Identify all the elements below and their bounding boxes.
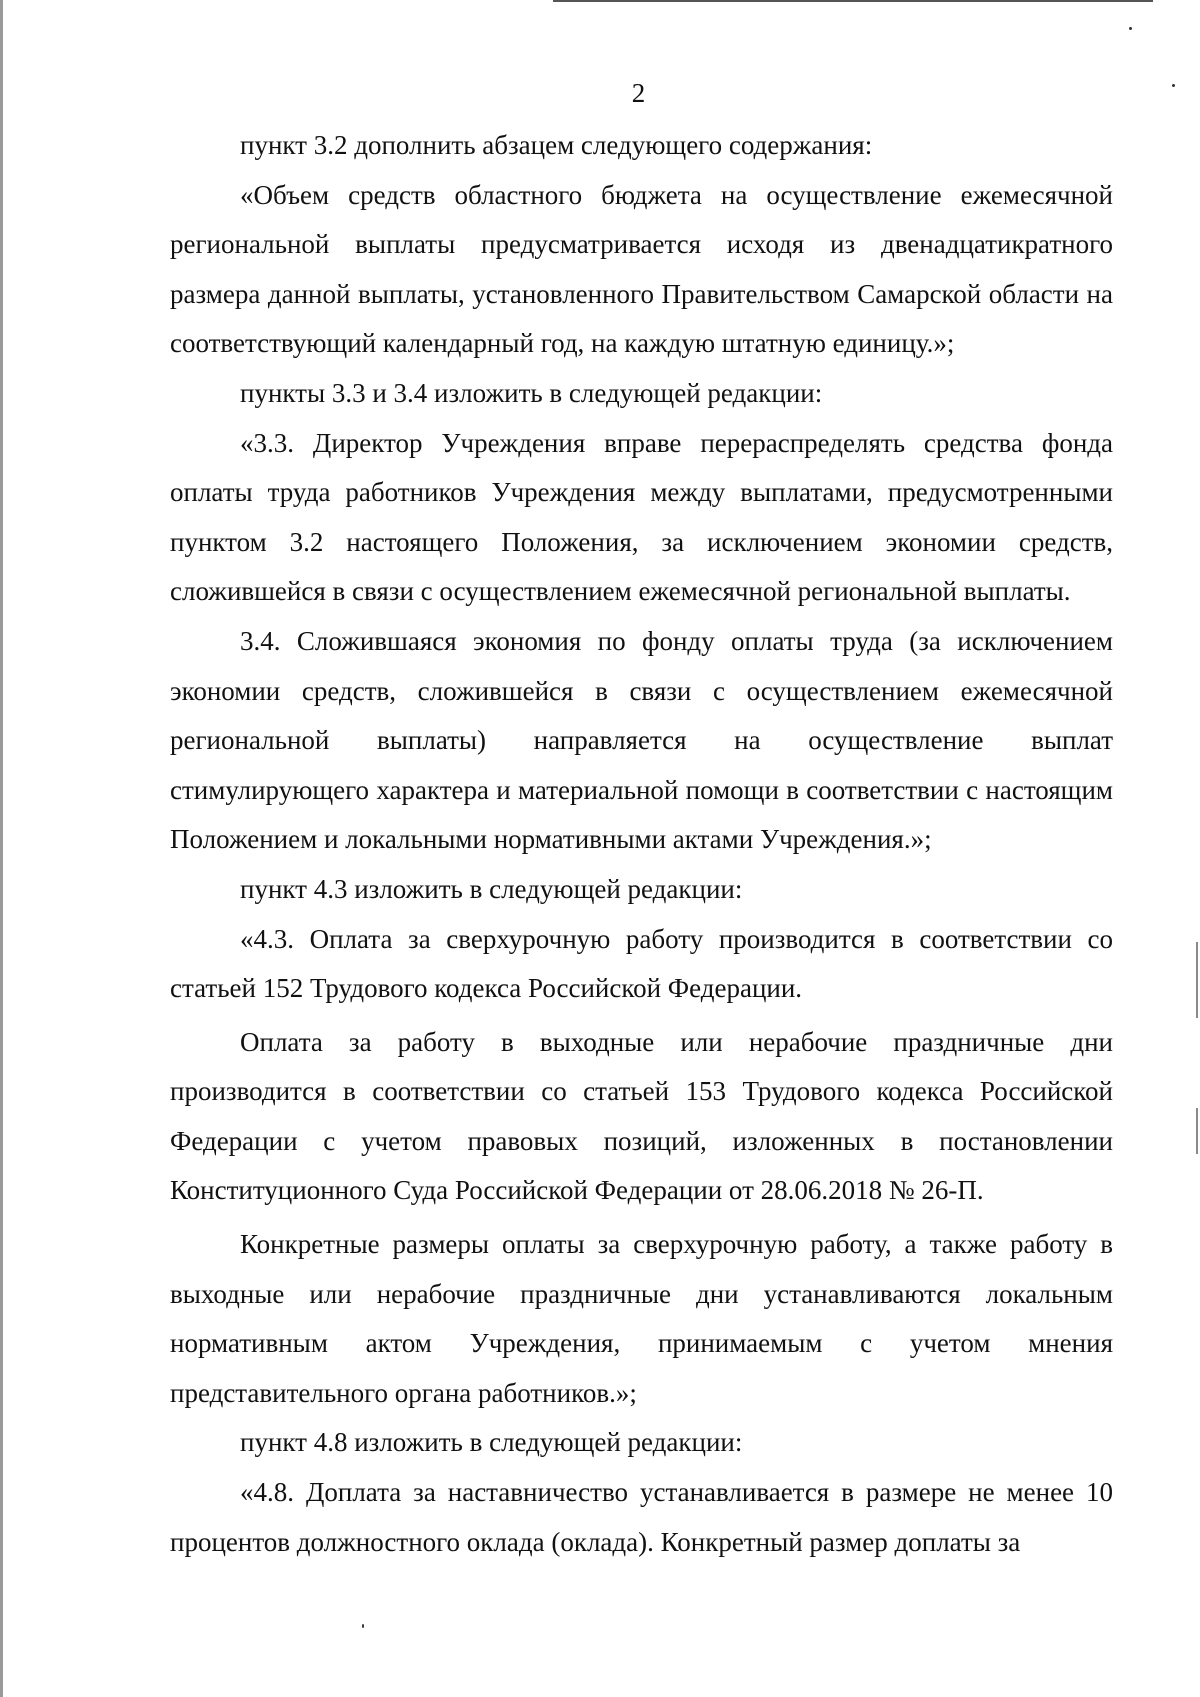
paragraph: Конкретные размеры оплаты за сверхурочную работу, а также работу в выходные или нерабочие праздничные дни устанавливаются локальным нормативным актом Учреждения, принимаемым с учетом мнения представительного органа работников.»; xyxy=(170,1229,1113,1408)
paragraph: пункт 4.8 изложить в следующей редакции: xyxy=(240,1427,743,1458)
paragraph: Оплата за работу в выходные или нерабочие праздничные дни производится в соответствии со статьей 153 Трудового кодекса Российской Федерации с учетом правовых позиций, изложенных в постановлении Конституционного Суда Российской Федерации от 28.06.2018 № 26-П. xyxy=(170,1026,1113,1206)
scan-right-mark xyxy=(1196,942,1198,1018)
scan-right-mark xyxy=(1196,1108,1198,1154)
document-body xyxy=(170,121,1113,1567)
scan-speck xyxy=(1129,27,1132,30)
paragraph: пункт 4.3 изложить в следующей редакции: xyxy=(240,873,743,904)
paragraph: «Объем средств областного бюджета на осуществление ежемесячной региональной выплаты предусматривается исходя из двенадцатикратного размера данной выплаты, установленного Правительством Самарской области на соответствующий календарный год, на каждую штатную единицу.»; xyxy=(170,179,1113,359)
paragraph: 3.4. Сложившаяся экономия по фонду оплаты труда (за исключением экономии средств, сложившейся в связи с осуществлением ежемесячной региональной выплаты) направляется на осуществление выплат стимулирующего характера и материальной помощи в соответствии с настоящим Положением и локальными нормативными актами Учреждения.»; xyxy=(170,625,1113,855)
paragraph: «4.8. Доплата за наставничество устанавливается в размере не менее 10 процентов должностного оклада (оклада). Конкретный размер доплаты за xyxy=(170,1477,1113,1557)
paragraph: «3.3. Директор Учреждения вправе перераспределять средства фонда оплаты труда работников Учреждения между выплатами, предусмотренными пунктом 3.2 настоящего Положения, за исключением экономии средств, сложившейся в связи с осуществлением ежемесячной региональной выплаты. xyxy=(170,427,1113,607)
paragraph: «4.3. Оплата за сверхурочную работу производится в соответствии со статьей 152 Трудового кодекса Российской Федерации. xyxy=(170,923,1113,1004)
page-number: 2 xyxy=(631,78,646,108)
scan-left-edge xyxy=(0,0,3,1697)
paragraph: пункты 3.3 и 3.4 изложить в следующей редакции: xyxy=(240,377,823,408)
paragraph: пункт 3.2 дополнить абзацем следующего содержания: xyxy=(240,130,873,160)
scan-top-edge xyxy=(553,0,1153,2)
scan-speck xyxy=(362,1624,364,1628)
